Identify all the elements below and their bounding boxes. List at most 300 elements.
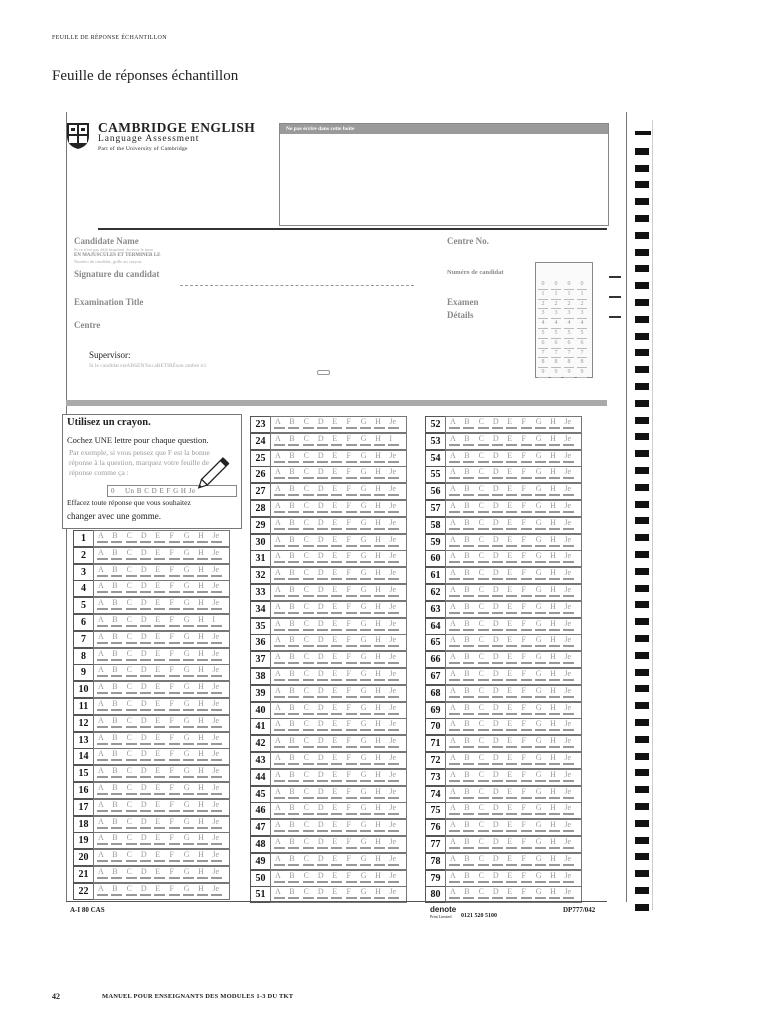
option-bubble-H[interactable] — [549, 780, 560, 782]
option-bubble-A[interactable] — [274, 729, 285, 731]
option-bubble-G[interactable] — [183, 575, 194, 577]
option-bubble-G[interactable] — [535, 847, 546, 849]
option-bubble-D[interactable] — [492, 461, 503, 463]
option-bubble-Je[interactable] — [388, 830, 399, 832]
option-bubble-Je[interactable] — [388, 679, 399, 681]
option-bubble-D[interactable] — [492, 561, 503, 563]
option-bubble-F[interactable] — [346, 477, 357, 479]
option-bubble-D[interactable] — [317, 897, 328, 899]
option-bubble-F[interactable] — [521, 477, 532, 479]
option-bubble-H[interactable] — [374, 897, 385, 899]
option-bubble-H[interactable] — [374, 679, 385, 681]
option-bubble-G[interactable] — [535, 864, 546, 866]
option-bubble-D[interactable] — [140, 877, 151, 879]
option-bubble-H[interactable] — [374, 494, 385, 496]
candidate-digit-3[interactable]: 3 — [538, 309, 548, 319]
option-bubble-G[interactable] — [535, 679, 546, 681]
option-bubble-D[interactable] — [317, 461, 328, 463]
option-bubble-Je[interactable] — [563, 847, 574, 849]
option-bubble-G[interactable] — [360, 780, 371, 782]
option-bubble-G[interactable] — [183, 558, 194, 560]
option-bubble-A[interactable] — [97, 541, 108, 543]
option-bubble-C[interactable] — [303, 645, 314, 647]
option-bubble-A[interactable] — [449, 897, 460, 899]
option-bubble-G[interactable] — [183, 877, 194, 879]
option-bubble-G[interactable] — [360, 662, 371, 664]
option-bubble-A[interactable] — [274, 528, 285, 530]
option-bubble-G[interactable] — [535, 713, 546, 715]
option-bubble-E[interactable] — [506, 713, 517, 715]
option-bubble-E[interactable] — [506, 427, 517, 429]
option-bubble-H[interactable] — [549, 763, 560, 765]
option-bubble-E[interactable] — [506, 629, 517, 631]
option-bubble-F[interactable] — [521, 612, 532, 614]
option-bubble-D[interactable] — [492, 813, 503, 815]
option-bubble-Je[interactable] — [388, 561, 399, 563]
option-bubble-A[interactable] — [274, 897, 285, 899]
option-bubble-D[interactable] — [140, 625, 151, 627]
option-bubble-D[interactable] — [317, 444, 328, 446]
candidate-digit-column[interactable] — [538, 280, 550, 378]
option-bubble-H[interactable] — [374, 713, 385, 715]
option-bubble-F[interactable] — [346, 797, 357, 799]
option-bubble-C[interactable] — [303, 679, 314, 681]
option-bubble-Je[interactable] — [211, 692, 222, 694]
option-bubble-B[interactable] — [111, 810, 122, 812]
option-bubble-A[interactable] — [97, 558, 108, 560]
option-bubble-E[interactable] — [506, 612, 517, 614]
option-bubble-H[interactable] — [197, 877, 208, 879]
option-bubble-A[interactable] — [274, 696, 285, 698]
option-bubble-C[interactable] — [303, 511, 314, 513]
option-bubble-E[interactable] — [154, 793, 165, 795]
option-bubble-F[interactable] — [169, 692, 180, 694]
option-bubble-E[interactable] — [154, 776, 165, 778]
option-bubble-H[interactable] — [374, 477, 385, 479]
option-bubble-C[interactable] — [126, 726, 137, 728]
option-bubble-G[interactable] — [360, 528, 371, 530]
option-bubble-G[interactable] — [183, 759, 194, 761]
option-bubble-C[interactable] — [303, 729, 314, 731]
option-bubble-G[interactable] — [360, 494, 371, 496]
option-bubble-A[interactable] — [449, 645, 460, 647]
option-bubble-Je[interactable] — [211, 827, 222, 829]
option-bubble-B[interactable] — [111, 541, 122, 543]
option-bubble-H[interactable] — [549, 444, 560, 446]
option-bubble-G[interactable] — [183, 894, 194, 896]
option-bubble-Je[interactable] — [563, 780, 574, 782]
option-bubble-D[interactable] — [317, 629, 328, 631]
option-bubble-D[interactable] — [317, 561, 328, 563]
option-bubble-Je[interactable] — [388, 645, 399, 647]
candidate-digit-5[interactable]: 5 — [538, 329, 548, 339]
option-bubble-H[interactable] — [549, 662, 560, 664]
candidate-digit-column[interactable] — [564, 280, 576, 378]
option-bubble-A[interactable] — [449, 746, 460, 748]
option-bubble-G[interactable] — [360, 578, 371, 580]
option-bubble-C[interactable] — [478, 797, 489, 799]
option-bubble-D[interactable] — [492, 427, 503, 429]
option-bubble-F[interactable] — [521, 830, 532, 832]
option-bubble-A[interactable] — [97, 642, 108, 644]
option-bubble-E[interactable] — [506, 477, 517, 479]
option-bubble-Je[interactable] — [388, 494, 399, 496]
option-bubble-Je[interactable] — [388, 595, 399, 597]
option-bubble-G[interactable] — [183, 659, 194, 661]
option-bubble-F[interactable] — [346, 645, 357, 647]
option-bubble-F[interactable] — [346, 696, 357, 698]
option-bubble-A[interactable] — [274, 713, 285, 715]
option-bubble-F[interactable] — [169, 827, 180, 829]
option-bubble-C[interactable] — [478, 578, 489, 580]
option-bubble-B[interactable] — [463, 897, 474, 899]
option-bubble-Je[interactable] — [211, 860, 222, 862]
option-bubble-D[interactable] — [317, 780, 328, 782]
candidate-digit-1[interactable]: 1 — [577, 290, 587, 300]
option-bubble-E[interactable] — [506, 494, 517, 496]
option-bubble-F[interactable] — [346, 864, 357, 866]
option-bubble-F[interactable] — [169, 743, 180, 745]
option-bubble-C[interactable] — [126, 558, 137, 560]
option-bubble-G[interactable] — [360, 645, 371, 647]
option-bubble-C[interactable] — [478, 864, 489, 866]
option-bubble-E[interactable] — [154, 608, 165, 610]
candidate-digit-7[interactable]: 7 — [538, 349, 548, 359]
option-bubble-H[interactable] — [374, 461, 385, 463]
option-bubble-C[interactable] — [126, 776, 137, 778]
option-bubble-B[interactable] — [288, 746, 299, 748]
option-bubble-C[interactable] — [303, 461, 314, 463]
option-bubble-B[interactable] — [288, 629, 299, 631]
option-bubble-G[interactable] — [535, 729, 546, 731]
option-bubble-D[interactable] — [140, 659, 151, 661]
option-bubble-D[interactable] — [140, 743, 151, 745]
option-bubble-G[interactable] — [360, 713, 371, 715]
option-bubble-A[interactable] — [274, 813, 285, 815]
option-bubble-E[interactable] — [331, 545, 342, 547]
option-bubble-D[interactable] — [492, 797, 503, 799]
option-bubble-G[interactable] — [360, 797, 371, 799]
candidate-digit-column[interactable] — [551, 280, 563, 378]
option-bubble-E[interactable] — [331, 595, 342, 597]
option-bubble-C[interactable] — [126, 608, 137, 610]
option-bubble-C[interactable] — [303, 444, 314, 446]
option-bubble-A[interactable] — [97, 625, 108, 627]
option-bubble-H[interactable] — [374, 696, 385, 698]
option-bubble-D[interactable] — [492, 864, 503, 866]
option-bubble-G[interactable] — [360, 813, 371, 815]
option-bubble-D[interactable] — [492, 746, 503, 748]
option-bubble-D[interactable] — [492, 763, 503, 765]
option-bubble-E[interactable] — [331, 629, 342, 631]
option-bubble-C[interactable] — [478, 729, 489, 731]
option-bubble-D[interactable] — [317, 511, 328, 513]
option-bubble-A[interactable] — [274, 612, 285, 614]
option-bubble-D[interactable] — [140, 810, 151, 812]
option-bubble-G[interactable] — [535, 897, 546, 899]
option-bubble-B[interactable] — [463, 847, 474, 849]
candidate-digit-column[interactable] — [577, 280, 589, 378]
option-bubble-B[interactable] — [288, 444, 299, 446]
option-bubble-F[interactable] — [521, 729, 532, 731]
option-bubble-E[interactable] — [154, 675, 165, 677]
option-bubble-E[interactable] — [154, 642, 165, 644]
option-bubble-Je[interactable] — [563, 897, 574, 899]
candidate-digit-8[interactable]: 8 — [538, 358, 548, 368]
option-bubble-E[interactable] — [506, 897, 517, 899]
option-bubble-H[interactable] — [374, 813, 385, 815]
option-bubble-F[interactable] — [346, 511, 357, 513]
option-bubble-E[interactable] — [331, 528, 342, 530]
option-bubble-C[interactable] — [126, 843, 137, 845]
option-bubble-G[interactable] — [535, 746, 546, 748]
option-bubble-B[interactable] — [288, 864, 299, 866]
option-bubble-D[interactable] — [317, 662, 328, 664]
option-bubble-D[interactable] — [317, 729, 328, 731]
option-bubble-E[interactable] — [331, 713, 342, 715]
option-bubble-B[interactable] — [288, 612, 299, 614]
option-bubble-Je[interactable] — [563, 797, 574, 799]
option-bubble-A[interactable] — [97, 894, 108, 896]
option-bubble-D[interactable] — [317, 595, 328, 597]
option-bubble-A[interactable] — [274, 746, 285, 748]
option-bubble-G[interactable] — [360, 561, 371, 563]
option-bubble-D[interactable] — [492, 679, 503, 681]
option-bubble-A[interactable] — [274, 662, 285, 664]
option-bubble-E[interactable] — [506, 461, 517, 463]
option-bubble-G[interactable] — [360, 847, 371, 849]
option-bubble-H[interactable] — [197, 558, 208, 560]
option-bubble-D[interactable] — [492, 780, 503, 782]
option-bubble-F[interactable] — [521, 494, 532, 496]
option-bubble-E[interactable] — [331, 729, 342, 731]
option-bubble-G[interactable] — [535, 780, 546, 782]
option-bubble-E[interactable] — [506, 444, 517, 446]
option-bubble-H[interactable] — [374, 595, 385, 597]
option-bubble-H[interactable] — [374, 528, 385, 530]
option-bubble-C[interactable] — [303, 662, 314, 664]
option-bubble-H[interactable] — [549, 477, 560, 479]
option-bubble-C[interactable] — [303, 881, 314, 883]
option-bubble-F[interactable] — [521, 696, 532, 698]
option-bubble-D[interactable] — [317, 545, 328, 547]
option-bubble-C[interactable] — [126, 860, 137, 862]
option-bubble-F[interactable] — [346, 629, 357, 631]
option-bubble-F[interactable] — [521, 813, 532, 815]
option-bubble-C[interactable] — [478, 494, 489, 496]
option-bubble-C[interactable] — [478, 746, 489, 748]
option-bubble-D[interactable] — [317, 813, 328, 815]
option-bubble-F[interactable] — [521, 528, 532, 530]
option-bubble-E[interactable] — [154, 860, 165, 862]
option-bubble-B[interactable] — [463, 629, 474, 631]
option-bubble-G[interactable] — [183, 743, 194, 745]
option-bubble-B[interactable] — [288, 729, 299, 731]
option-bubble-E[interactable] — [154, 575, 165, 577]
option-bubble-E[interactable] — [331, 746, 342, 748]
option-bubble-F[interactable] — [346, 528, 357, 530]
option-bubble-G[interactable] — [360, 830, 371, 832]
option-bubble-A[interactable] — [274, 645, 285, 647]
option-bubble-F[interactable] — [521, 713, 532, 715]
option-bubble-Je[interactable] — [211, 608, 222, 610]
candidate-digit-7[interactable]: 7 — [564, 349, 574, 359]
option-bubble-E[interactable] — [506, 847, 517, 849]
option-bubble-H[interactable] — [374, 864, 385, 866]
option-bubble-A[interactable] — [449, 881, 460, 883]
option-bubble-D[interactable] — [140, 860, 151, 862]
option-bubble-E[interactable] — [154, 726, 165, 728]
option-bubble-B[interactable] — [111, 776, 122, 778]
option-bubble-G[interactable] — [535, 444, 546, 446]
option-bubble-D[interactable] — [317, 528, 328, 530]
option-bubble-C[interactable] — [126, 810, 137, 812]
option-bubble-Je[interactable] — [563, 528, 574, 530]
option-bubble-C[interactable] — [126, 709, 137, 711]
option-bubble-H[interactable] — [549, 528, 560, 530]
option-bubble-E[interactable] — [506, 881, 517, 883]
option-bubble-C[interactable] — [126, 877, 137, 879]
option-bubble-E[interactable] — [506, 729, 517, 731]
option-bubble-A[interactable] — [274, 881, 285, 883]
option-bubble-G[interactable] — [183, 675, 194, 677]
option-bubble-Je[interactable] — [211, 709, 222, 711]
option-bubble-C[interactable] — [478, 662, 489, 664]
option-bubble-C[interactable] — [478, 629, 489, 631]
candidate-digit-4[interactable]: 4 — [538, 319, 548, 329]
option-bubble-Je[interactable] — [388, 713, 399, 715]
option-bubble-C[interactable] — [478, 545, 489, 547]
option-bubble-A[interactable] — [274, 511, 285, 513]
option-bubble-E[interactable] — [154, 625, 165, 627]
option-bubble-D[interactable] — [317, 763, 328, 765]
option-bubble-G[interactable] — [183, 625, 194, 627]
option-bubble-H[interactable] — [197, 608, 208, 610]
option-bubble-B[interactable] — [288, 578, 299, 580]
option-bubble-H[interactable] — [197, 743, 208, 745]
option-bubble-F[interactable] — [346, 545, 357, 547]
option-bubble-H[interactable] — [549, 713, 560, 715]
option-bubble-B[interactable] — [463, 545, 474, 547]
option-bubble-B[interactable] — [288, 561, 299, 563]
option-bubble-Je[interactable] — [388, 780, 399, 782]
option-bubble-E[interactable] — [154, 810, 165, 812]
option-bubble-B[interactable] — [111, 860, 122, 862]
option-bubble-E[interactable] — [506, 780, 517, 782]
option-bubble-B[interactable] — [463, 729, 474, 731]
option-bubble-F[interactable] — [169, 843, 180, 845]
option-bubble-H[interactable] — [549, 847, 560, 849]
option-bubble-F[interactable] — [521, 645, 532, 647]
option-bubble-F[interactable] — [521, 561, 532, 563]
option-bubble-E[interactable] — [331, 897, 342, 899]
option-bubble-E[interactable] — [154, 843, 165, 845]
option-bubble-C[interactable] — [303, 477, 314, 479]
option-bubble-Je[interactable] — [388, 528, 399, 530]
option-bubble-D[interactable] — [140, 575, 151, 577]
option-bubble-E[interactable] — [331, 561, 342, 563]
option-bubble-G[interactable] — [535, 545, 546, 547]
option-bubble-Je[interactable] — [388, 813, 399, 815]
option-bubble-A[interactable] — [97, 575, 108, 577]
option-bubble-A[interactable] — [449, 847, 460, 849]
option-bubble-Je[interactable] — [211, 894, 222, 896]
option-bubble-A[interactable] — [97, 860, 108, 862]
option-bubble-D[interactable] — [140, 894, 151, 896]
option-bubble-H[interactable] — [549, 830, 560, 832]
option-bubble-D[interactable] — [492, 511, 503, 513]
option-bubble-E[interactable] — [331, 662, 342, 664]
option-bubble-A[interactable] — [97, 591, 108, 593]
option-bubble-Je[interactable] — [388, 763, 399, 765]
option-bubble-I[interactable] — [211, 625, 222, 627]
option-bubble-H[interactable] — [549, 881, 560, 883]
option-bubble-F[interactable] — [521, 881, 532, 883]
option-bubble-E[interactable] — [331, 763, 342, 765]
option-bubble-G[interactable] — [535, 561, 546, 563]
option-bubble-D[interactable] — [492, 830, 503, 832]
option-bubble-B[interactable] — [288, 780, 299, 782]
option-bubble-A[interactable] — [449, 830, 460, 832]
option-bubble-Je[interactable] — [388, 864, 399, 866]
option-bubble-C[interactable] — [478, 679, 489, 681]
option-bubble-A[interactable] — [274, 578, 285, 580]
option-bubble-E[interactable] — [331, 427, 342, 429]
option-bubble-G[interactable] — [360, 881, 371, 883]
option-bubble-Je[interactable] — [388, 427, 399, 429]
option-bubble-G[interactable] — [183, 541, 194, 543]
option-bubble-G[interactable] — [360, 595, 371, 597]
option-bubble-D[interactable] — [492, 494, 503, 496]
option-bubble-D[interactable] — [492, 729, 503, 731]
option-bubble-D[interactable] — [492, 713, 503, 715]
option-bubble-B[interactable] — [288, 881, 299, 883]
option-bubble-E[interactable] — [154, 877, 165, 879]
option-bubble-B[interactable] — [463, 528, 474, 530]
candidate-digit-1[interactable]: 1 — [538, 290, 548, 300]
option-bubble-F[interactable] — [346, 729, 357, 731]
option-bubble-C[interactable] — [303, 864, 314, 866]
option-bubble-C[interactable] — [126, 675, 137, 677]
option-bubble-Je[interactable] — [563, 679, 574, 681]
option-bubble-B[interactable] — [463, 612, 474, 614]
option-bubble-F[interactable] — [169, 659, 180, 661]
option-bubble-E[interactable] — [506, 578, 517, 580]
option-bubble-D[interactable] — [140, 726, 151, 728]
option-bubble-Je[interactable] — [563, 729, 574, 731]
option-bubble-E[interactable] — [331, 612, 342, 614]
option-bubble-B[interactable] — [288, 847, 299, 849]
option-bubble-Je[interactable] — [388, 662, 399, 664]
option-bubble-D[interactable] — [492, 645, 503, 647]
option-bubble-G[interactable] — [360, 511, 371, 513]
option-bubble-H[interactable] — [197, 894, 208, 896]
option-bubble-D[interactable] — [317, 864, 328, 866]
candidate-digit-1[interactable]: 1 — [564, 290, 574, 300]
option-bubble-A[interactable] — [97, 709, 108, 711]
option-bubble-G[interactable] — [360, 629, 371, 631]
option-bubble-C[interactable] — [126, 591, 137, 593]
option-bubble-C[interactable] — [126, 659, 137, 661]
option-bubble-C[interactable] — [303, 612, 314, 614]
option-bubble-G[interactable] — [183, 692, 194, 694]
option-bubble-G[interactable] — [360, 746, 371, 748]
candidate-digit-5[interactable]: 5 — [551, 329, 561, 339]
option-bubble-F[interactable] — [169, 877, 180, 879]
option-bubble-F[interactable] — [169, 860, 180, 862]
option-bubble-Je[interactable] — [388, 578, 399, 580]
option-bubble-F[interactable] — [346, 881, 357, 883]
